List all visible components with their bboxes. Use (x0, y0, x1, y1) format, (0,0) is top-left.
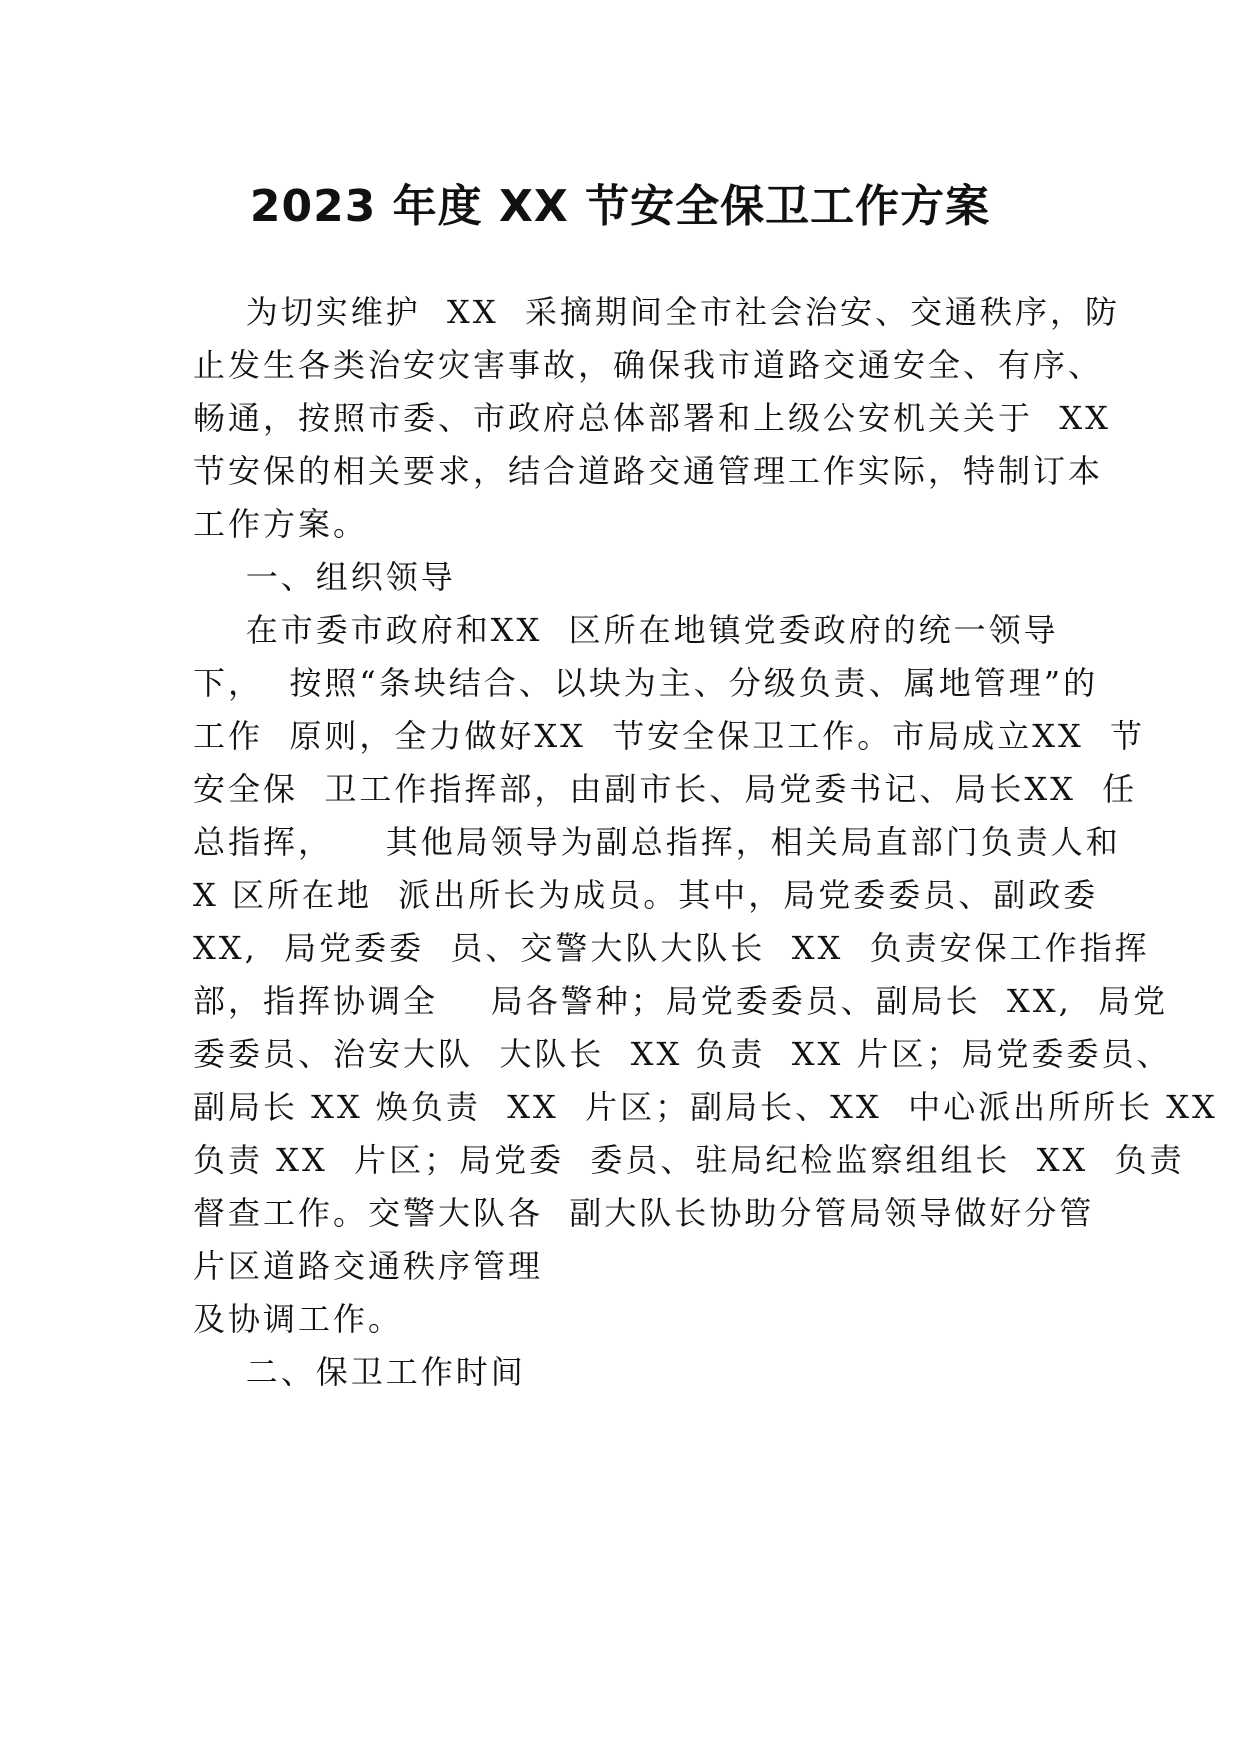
body-line-16: 副局长 XX 焕负责 XX 片区；副局长、XX 中心派出所所长 XX (193, 1088, 1218, 1126)
body-line-18: 督查工作。交警大队各 副大队长协助分管局领导做好分管 (193, 1194, 1095, 1232)
body-line-5: 工作方案。 (193, 505, 369, 543)
body-line-1: 为切实维护 XX 采摘期间全市社会治安、交通秩序，防 (193, 293, 1120, 331)
body-line-12: X 区所在地 派出所长为成员。其中，局党委委员、副政委 (193, 876, 1099, 914)
body-line-19: 片区道路交通秩序管理 (193, 1247, 544, 1285)
body-line-8: 下， 按照“条块结合、以块为主、分级负责、属地管理”的 (193, 664, 1099, 702)
section-heading-2: 二、保卫工作时间 (193, 1353, 526, 1391)
body-line-7: 在市委市政府和XX 区所在地镇党委政府的统一领导 (193, 611, 1059, 649)
body-line-10: 安全保 卫工作指挥部，由副市长、局党委书记、局长XX 任 (193, 770, 1138, 808)
body-line-14: 部，指挥协调全 局各警种；局党委委员、副局长 XX, 局党 (193, 982, 1169, 1020)
body-line-4: 节安保的相关要求，结合道路交通管理工作实际，特制订本 (193, 452, 1104, 490)
body-line-20: 及协调工作。 (193, 1300, 404, 1338)
body-line-3: 畅通，按照市委、市政府总体部署和上级公安机关关于 XX (193, 399, 1111, 437)
section-heading-1: 一、组织领导 (193, 558, 456, 596)
body-line-15: 委委员、治安大队 大队长 XX 负责 XX 片区；局党委委员、 (193, 1035, 1172, 1073)
body-line-13: XX, 局党委委 员、交警大队大队长 XX 负责安保工作指挥 (193, 929, 1150, 967)
body-line-11: 总指挥， 其他局领导为副总指挥，相关局直部门负责人和 (193, 823, 1121, 861)
body-line-9: 工作 原则，全力做好XX 节安全保卫工作。市局成立XX 节 (193, 717, 1146, 755)
body-line-2: 止发生各类治安灾害事故，确保我市道路交通安全、有序、 (193, 346, 1104, 384)
document-title: 2023 年度 XX 节安全保卫工作方案 (249, 181, 991, 232)
body-line-17: 负责 XX 片区；局党委 委员、驻局纪检监察组组长 XX 负责 (193, 1141, 1185, 1179)
